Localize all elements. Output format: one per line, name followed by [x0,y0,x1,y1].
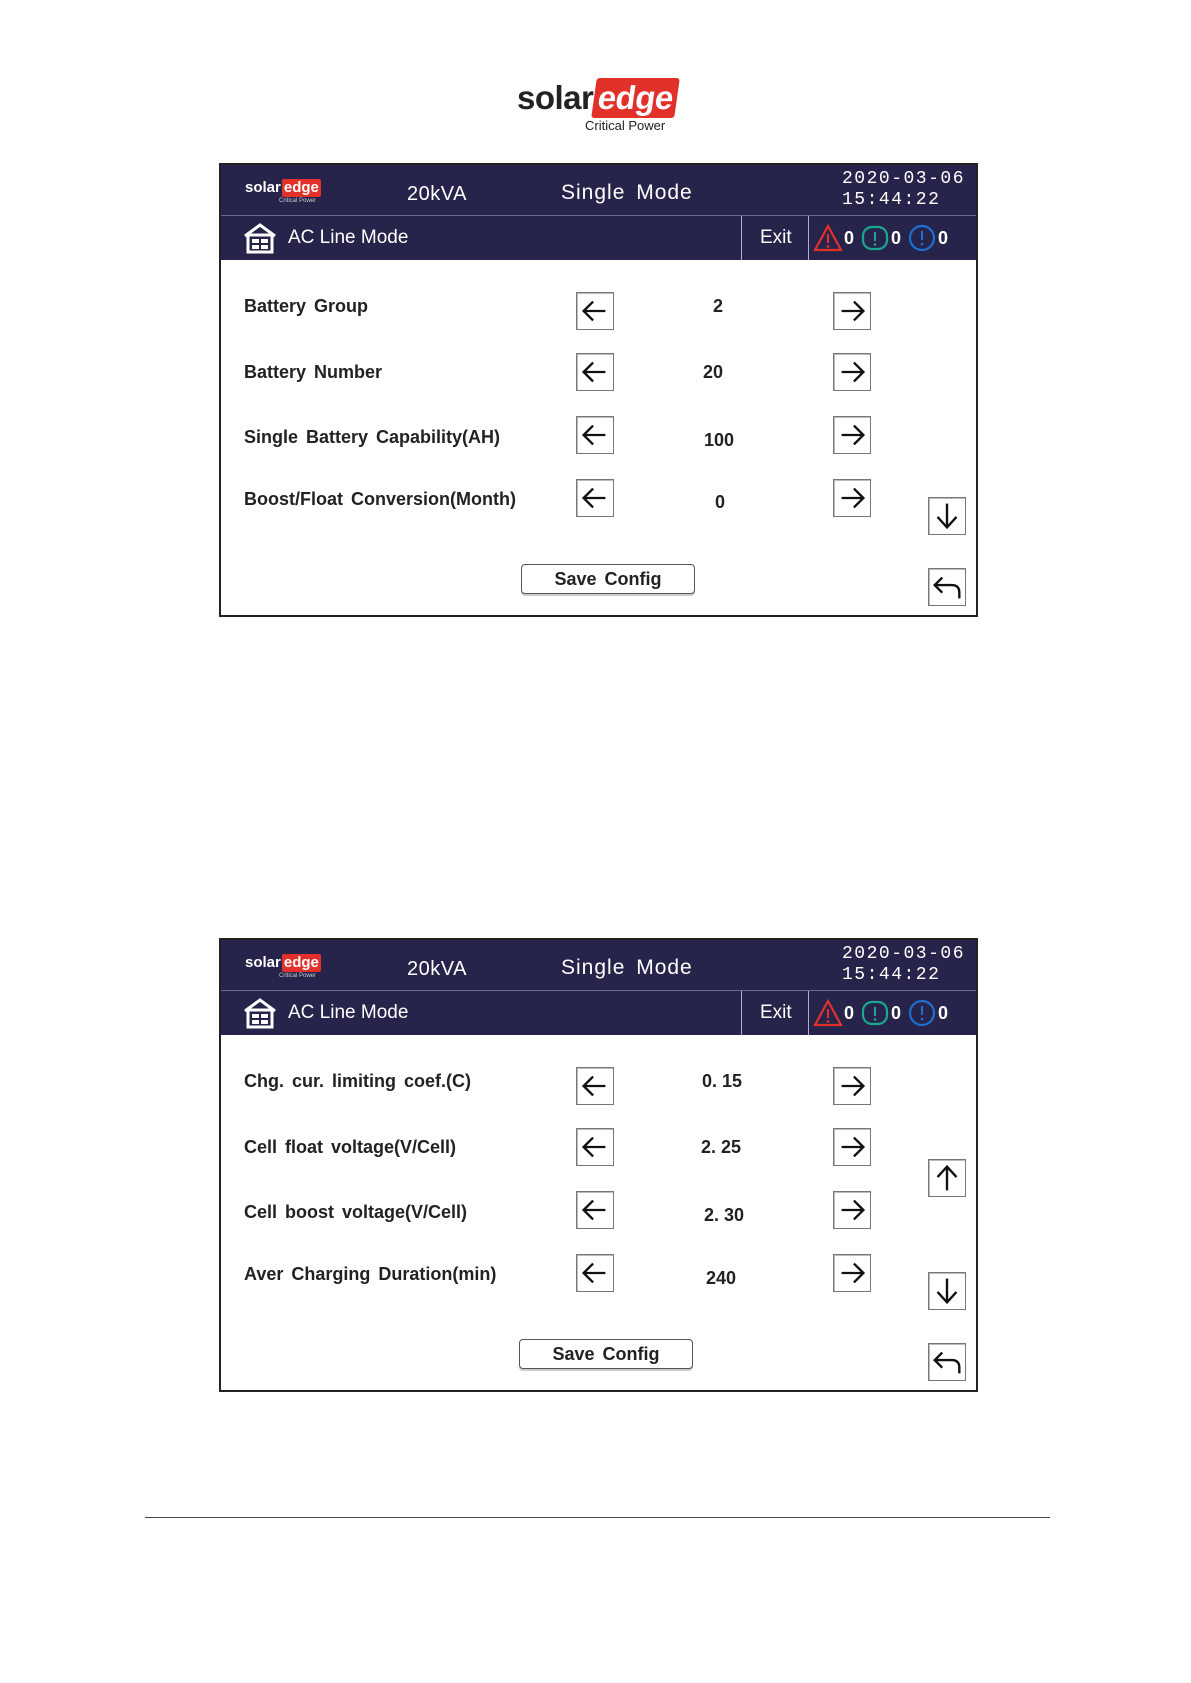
scroll-up-button[interactable] [928,1159,966,1197]
increase-button[interactable] [833,1128,871,1166]
setting-label: Chg. cur. limiting coef.(C) [244,1071,472,1091]
arrow-right-icon [834,1192,870,1228]
arrow-right-icon [834,1068,870,1104]
increase-button[interactable] [833,479,871,517]
arrow-right-icon [834,293,870,329]
scroll-down-button[interactable] [928,1272,966,1310]
warning-icon [813,223,843,253]
arrow-left-icon [577,480,613,516]
screen-logo [245,954,335,982]
setting-label: Battery Number [244,362,383,382]
divider [741,216,742,260]
alarm-notice[interactable] [860,998,901,1028]
back-icon [929,569,965,605]
system-mode: Single Mode [561,956,693,979]
increase-button[interactable] [833,416,871,454]
increase-button[interactable] [833,1067,871,1105]
page-logo [517,78,687,134]
warning-count: 0 [844,227,855,248]
setting-value: 20 [702,362,724,382]
title-bar [221,216,976,260]
notice-count: 0 [891,1002,902,1023]
warning-icon [813,998,843,1028]
setting-value: 2 [712,296,723,316]
increase-button[interactable] [833,1191,871,1229]
save-config-button[interactable]: Save Config [519,1339,693,1369]
back-icon [929,1344,965,1380]
info-icon [907,998,937,1028]
arrow-down-icon [929,498,965,534]
notice-icon [860,998,890,1028]
power-rating: 20kVA [407,183,467,205]
home-icon[interactable] [242,997,278,1029]
footer-rule [145,1517,1050,1518]
decrease-button[interactable] [576,353,614,391]
warning-count: 0 [844,1002,855,1023]
screen-logo [245,179,335,207]
alarm-info[interactable] [907,998,948,1028]
divider [741,991,742,1035]
setting-value: 0 [714,492,725,512]
setting-label: Battery Group [244,296,369,316]
title-bar [221,991,976,1035]
date: 2020-03-06 [842,944,966,964]
notice-icon [860,223,890,253]
arrow-right-icon [834,354,870,390]
setting-value: 2. 30 [703,1205,745,1225]
setting-label: Single Battery Capability(AH) [244,427,501,447]
exit-button[interactable]: Exit [760,227,792,248]
arrow-down-icon [929,1273,965,1309]
decrease-button[interactable] [576,1254,614,1292]
screen-logo-edge: edge [283,954,319,971]
setting-value: 2. 25 [700,1137,742,1157]
screen-logo-tag: Critical Power [279,973,317,979]
alarm-warning[interactable] [813,223,854,253]
arrow-left-icon [577,1192,613,1228]
power-rating: 20kVA [407,958,467,980]
increase-button[interactable] [833,292,871,330]
screen-logo-tag: Critical Power [279,198,317,204]
logo-edge: edge [592,78,681,118]
save-config-button[interactable]: Save Config [521,564,695,594]
screen-logo-solar: solar [245,179,281,196]
setting-label: Cell float voltage(V/Cell) [244,1137,457,1157]
arrow-left-icon [577,354,613,390]
arrow-right-icon [834,1129,870,1165]
setting-value: 240 [705,1268,737,1288]
arrow-left-icon [577,1129,613,1165]
decrease-button[interactable] [576,1191,614,1229]
info-count: 0 [938,227,949,248]
screen-logo-edge: edge [283,179,319,196]
screen-battery-settings-2 [219,938,978,1392]
alarm-indicators [813,222,954,254]
arrow-right-icon [834,480,870,516]
alarm-warning[interactable] [813,998,854,1028]
alarm-indicators [813,997,954,1029]
decrease-button[interactable] [576,1128,614,1166]
arrow-left-icon [577,1255,613,1291]
info-icon [907,223,937,253]
logo-solar: solar [517,79,594,116]
back-button[interactable] [928,568,966,606]
datetime [842,944,965,986]
setting-label: Boost/Float Conversion(Month) [244,489,516,509]
arrow-right-icon [834,1255,870,1291]
page-title: AC Line Mode [288,227,409,248]
system-mode: Single Mode [561,181,693,204]
setting-label: Cell boost voltage(V/Cell) [244,1202,468,1222]
screen-header [221,940,976,991]
screen-battery-settings-1 [219,163,978,617]
alarm-notice[interactable] [860,223,901,253]
arrow-left-icon [577,1068,613,1104]
home-icon[interactable] [242,222,278,254]
arrow-left-icon [577,417,613,453]
time: 15:44:22 [842,965,941,985]
page-title: AC Line Mode [288,1002,409,1023]
datetime [842,169,965,211]
logo-tagline: Critical Power [585,118,666,133]
arrow-left-icon [577,293,613,329]
setting-value: 0. 15 [701,1071,743,1091]
increase-button[interactable] [833,353,871,391]
increase-button[interactable] [833,1254,871,1292]
decrease-button[interactable] [576,1067,614,1105]
decrease-button[interactable] [576,479,614,517]
screen-header [221,165,976,216]
alarm-info[interactable] [907,223,948,253]
screen-logo-solar: solar [245,954,281,971]
divider [808,991,809,1035]
setting-value: 100 [703,430,735,450]
back-button[interactable] [928,1343,966,1381]
notice-count: 0 [891,227,902,248]
info-count: 0 [938,1002,949,1023]
arrow-right-icon [834,417,870,453]
exit-button[interactable]: Exit [760,1002,792,1023]
setting-label: Aver Charging Duration(min) [244,1264,497,1284]
date: 2020-03-06 [842,169,966,189]
scroll-down-button[interactable] [928,497,966,535]
divider [808,216,809,260]
decrease-button[interactable] [576,292,614,330]
arrow-up-icon [929,1160,965,1196]
time: 15:44:22 [842,190,941,210]
decrease-button[interactable] [576,416,614,454]
